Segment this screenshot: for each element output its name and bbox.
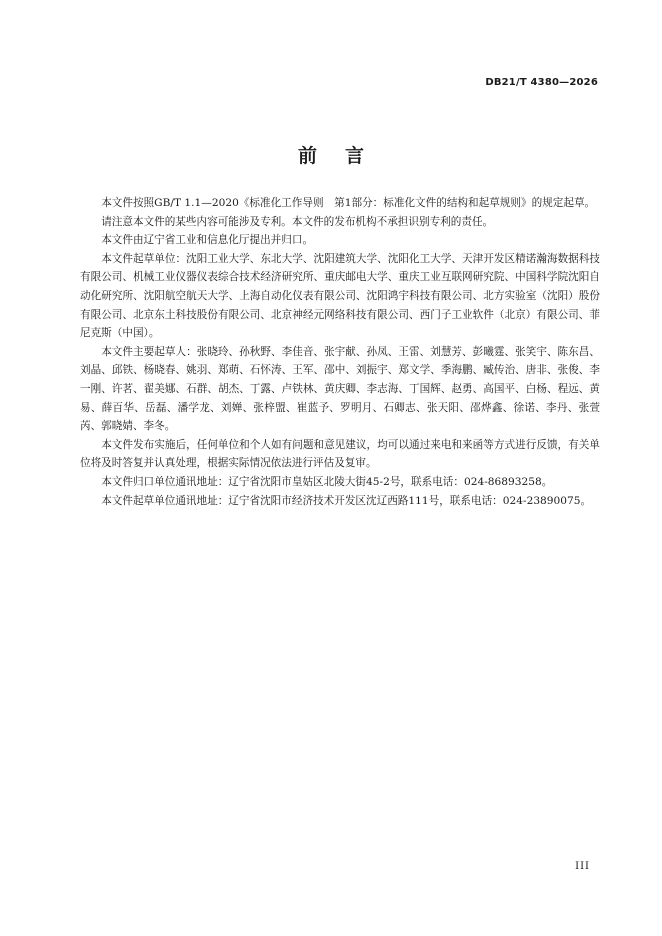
page-title: 前言 [297, 145, 392, 167]
page-number: III [575, 861, 590, 872]
paragraph-proposer: 本文件由辽宁省工业和信息化厅提出并归口。 [101, 234, 314, 247]
paragraph-feedback: 本文件发布实施后，任何单位和个人如有问题和意见建议，均可以通过来电和来函等方式进行反馈，有关单位将及时答复并认真处理，根据实际情况依法进行评估及复审。 [80, 438, 600, 470]
paragraph-drafting-unit-address: 本文件起草单位通讯地址：辽宁省沈阳市经济技术开发区沈辽西路111号，联系电话：024-23890075。 [101, 494, 592, 507]
paragraph-patent-notice: 请注意本文件的某些内容可能涉及专利。本文件的发布机构不承担识别专利的责任。 [101, 215, 494, 228]
paragraph-drafting-basis: 本文件按照GB/T 1.1—2020《标准化工作导则 第1部分：标准化文件的结构和起草规则》的规定起草。 [101, 197, 596, 209]
foreword-body [80, 194, 600, 510]
paragraph-centralizing-unit-address: 本文件归口单位通讯地址：辽宁省沈阳市皇姑区北陵大街45-2号，联系电话：024-86893258。 [101, 475, 553, 488]
paragraph-drafting-units: 本文件起草单位：沈阳工业大学、东北大学、沈阳建筑大学、沈阳化工大学、天津开发区精诺瀚海数据科技有限公司、机械工业仪器仪表综合技术经济研究所、重庆邮电大学、重庆工业互联网研究院、中国科学院沈阳自动化研究所、沈阳航空航天大学、上海自动化仪表有限公司、沈阳鸿宇科技有限公司、北方实验室（沈阳）股份有限公司、北京东土科技股份有限公司、北京神经元网络科技有限公司、西门子工业软件（北京）有限公司、菲尼克斯（中国）。 [80, 252, 600, 340]
document-id: DB21/T 4380—2026 [485, 77, 598, 88]
paragraph-drafters: 本文件主要起草人：张晓玲、孙秋野、李佳音、张宇献、孙凤、王雷、刘慧芳、彭曦霆、张笑宇、陈东昌、刘晶、邱铁、杨晓春、姚羽、郑萌、石怀涛、王军、邵中、刘振宇、郑文学、季海鹏、臧传治、唐非、张俊、李一刚、许茗、翟美娜、石群、胡杰、丁露、卢铁林、黄庆卿、李志海、丁国辉、赵勇、高国平、白杨、程远、黄易、薛百华、岳磊、潘学龙、刘婵、张梓盟、崔蓝予、罗明月、石卿志、张天阳、邵烨鑫、徐诺、李丹、张萱芮、郭晓婧、李冬。 [80, 345, 600, 433]
